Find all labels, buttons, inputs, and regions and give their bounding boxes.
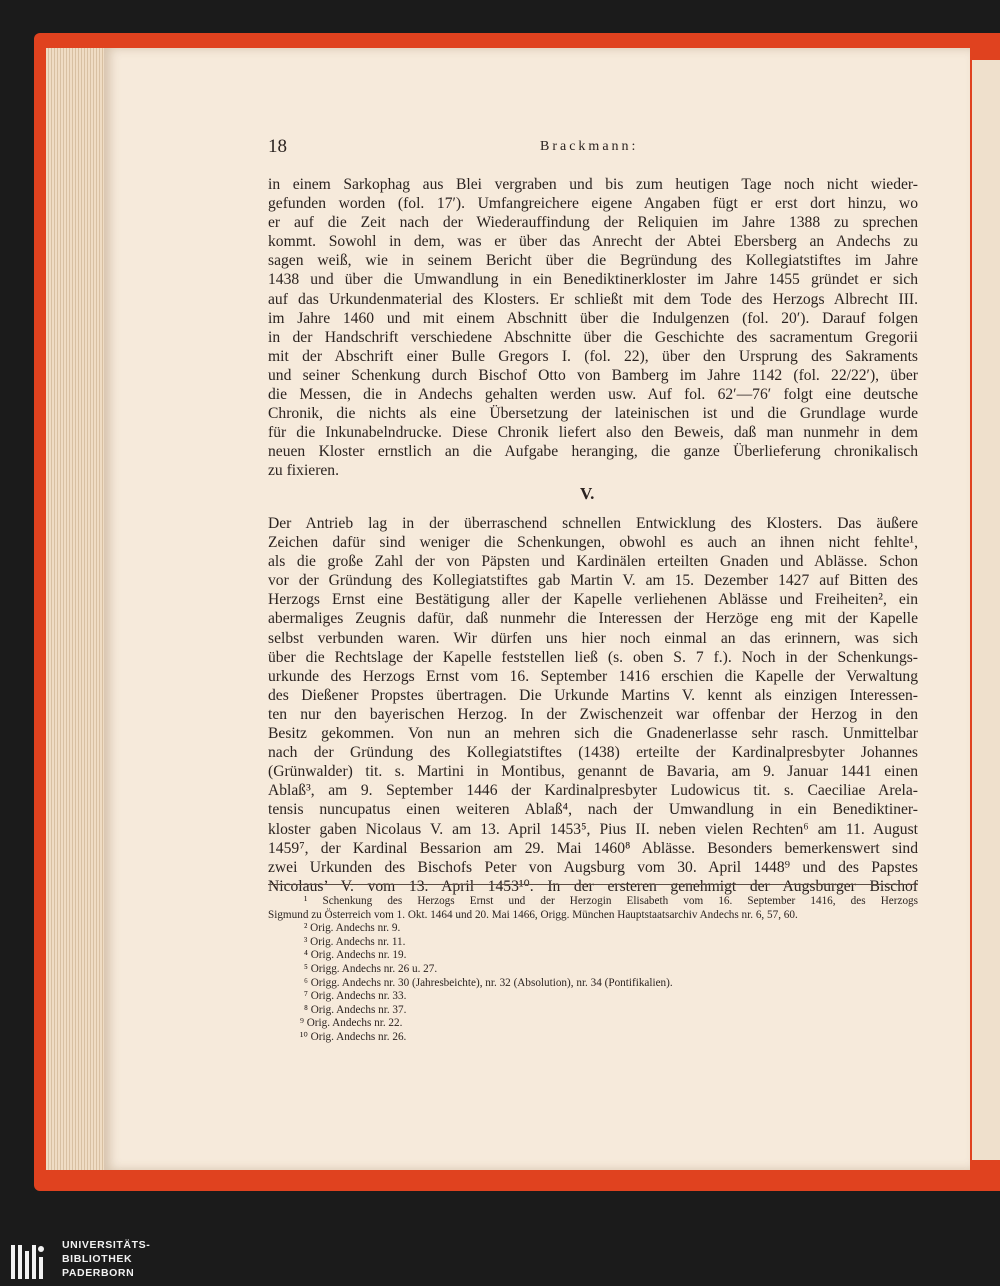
footnote-line: ⁹ Orig. Andechs nr. 22. xyxy=(300,1017,403,1030)
p1-line: auf das Urkundenmaterial des Klosters. Er schließt mit dem Tode des Herzogs Albrecht III. xyxy=(268,290,918,308)
p2-line: 1459⁷, der Kardinal Bessarion am 29. Mai 1460⁸ Ablässe. Besonders bemerkenswert sind xyxy=(268,839,918,857)
page-number: 18 xyxy=(268,136,287,157)
p2-line: (Grünwalder) tit. s. Martini in Montibus, genannt de Bavaria, am 9. Januar 1441 einen xyxy=(268,763,918,781)
p2-line: kloster gaben Nicolaus V. am 13. April 1453⁵, Pius II. neben vielen Rechten⁶ am 11. August xyxy=(268,820,918,838)
p2-line: zwei Urkunden des Bischofs Peter von Augsburg vom 30. April 1448⁹ und des Papstes xyxy=(268,858,918,876)
footnote-line: Sigmund zu Österreich vom 1. Okt. 1464 und 20. Mai 1466, Origg. München Hauptstaatsarchiv Andechs nr. 6, 57, 60. xyxy=(268,908,798,921)
p2-line: Herzogs Ernst eine Bestätigung aller der Kapelle verliehenen Ablässe und Freiheiten², ein xyxy=(268,591,918,609)
footnote-line: ¹ Schenkung des Herzogs Ernst und der Herzogin Elisabeth vom 16. September 1416, des Herzogs xyxy=(304,895,918,907)
running-title: Brackmann: xyxy=(540,139,639,154)
p2-line: Nicolaus’ V. vom 13. April 1453¹⁰. In der ersteren genehmigt der Augsburger Bischof xyxy=(268,877,918,895)
p2-line: selbst verbunden waren. Wir dürfen uns hier noch einmal an das erinnern, was sich xyxy=(268,629,918,647)
p1-line: sagen weiß, wie in seinem Bericht über die Begründung des Kollegiatstiftes im Jahre xyxy=(268,252,918,270)
p2-line: tensis nuncupatus einen weiteren Ablaß⁴, nach der Umwandlung in ein Benediktiner- xyxy=(268,801,918,819)
p2-line: Besitz gekommen. Von nun an mehren sich die Gnadenerlasse sehr rasch. Unmittelbar xyxy=(268,725,918,743)
p1-line: in einem Sarkophag aus Blei vergraben und bis zum heutigen Tage noch nicht wieder- xyxy=(268,176,918,193)
section-heading: V. xyxy=(580,484,595,503)
footnote-line: ⁷ Orig. Andechs nr. 33. xyxy=(304,990,407,1003)
library-name-line2: BIBLIOTHEK xyxy=(62,1253,133,1265)
library-name-line1: UNIVERSITÄTS- xyxy=(62,1239,151,1251)
p1-line: für die Inkunabelndrucke. Diese Chronik liefert also den Beweis, daß man nunmehr in dem xyxy=(268,424,918,442)
library-name-line3: PADERBORN xyxy=(62,1267,135,1279)
page-edges xyxy=(46,48,112,1170)
footnote-line: ⁵ Origg. Andechs nr. 26 u. 27. xyxy=(304,962,438,975)
p2-line: über die Rechtslage der Kapelle feststellen ließ (s. oben S. 7 f.). Noch in der Schenkungs- xyxy=(268,648,918,666)
footnote-rule xyxy=(268,884,918,885)
p2-line: als die große Zahl der von Päpsten und Kardinälen erteilten Gnaden und Ablässe. Schon xyxy=(268,553,918,571)
footnote-line: ² Orig. Andechs nr. 9. xyxy=(304,922,401,935)
p1-line: und seiner Schenkung durch Bischof Otto von Bamberg im Jahre 1142 (fol. 22/22′), über xyxy=(268,366,918,384)
p2-line: des Dießener Propstes übertragen. Die Urkunde Martins V. kennt als einzigen Interessen- xyxy=(268,686,918,704)
p2-line: ten nur den bayerischen Herzog. In der Zwischenzeit war offenbar der Herzog in den xyxy=(268,705,918,723)
p2-line: abermaliges Zeugnis dafür, daß nunmehr die Interessen der Herzöge eng mit der Kapelle xyxy=(268,610,918,628)
p1-line: mit der Abschrift einer Bulle Gregors I. (fol. 22), über den Ursprung des Sakraments xyxy=(268,347,918,365)
p1-line: gefunden worden (fol. 17′). Umfangreichere eigene Angaben fügt er erst dort hinzu, wo xyxy=(268,195,918,213)
p1-line: die Messen, die in Andechs gehalten werden usw. Auf fol. 62′—76′ folgt eine deutsche xyxy=(268,386,918,404)
p2-line: Zeichen dafür sind weniger die Schenkungen, obwohl es auch an ihnen nicht fehlte¹, xyxy=(268,534,918,552)
paragraph-2 xyxy=(268,514,918,896)
p1-line: zu fixieren. xyxy=(268,462,340,480)
p1-line: 1438 und über die Umwandlung in ein Benediktinerkloster im Jahre 1455 gründet er sich xyxy=(268,271,918,289)
footnote-line: ⁶ Origg. Andechs nr. 30 (Jahresbeichte), nr. 32 (Absolution), nr. 34 (Pontifikalien). xyxy=(304,976,673,989)
p1-line: neuen Kloster ernstlich an die Aufgabe heranging, die ganze Überlieferung chronikalisch xyxy=(268,443,918,461)
p2-line: Der Antrieb lag in der überraschend schnellen Entwicklung des Klosters. Das äußere xyxy=(268,515,918,532)
p1-line: Chronik, die nichts als eine Übersetzung der lateinischen ist und die Grundlage wurde xyxy=(268,405,918,423)
facing-page-edge xyxy=(972,60,1000,1160)
p2-line: Ablaß³, am 9. September 1446 der Kardinalpresbyter Ludowicus tit. s. Caeciliae Arela- xyxy=(268,782,918,800)
footnote-line: ³ Orig. Andechs nr. 11. xyxy=(304,935,406,948)
p1-line: er auf die Zeit nach der Wiederauffindung der Reliquien im Jahre 1388 zu sprechen xyxy=(268,214,918,232)
p1-line: kommt. Sowohl in dem, was er über das Anrecht der Abtei Ebersberg an Andechs zu xyxy=(268,233,918,251)
p2-line: vor der Gründung des Kollegiatstiftes gab Martin V. am 15. Dezember 1427 auf Bitten des xyxy=(268,572,918,590)
paragraph-1 xyxy=(268,175,918,481)
footnote-line: ⁸ Orig. Andechs nr. 37. xyxy=(304,1003,407,1016)
footnote-line: ⁴ Orig. Andechs nr. 19. xyxy=(304,949,407,962)
p1-line: in der Handschrift verschiedene Abschnitte über die Geschichte des sacramentum Gregorii xyxy=(268,328,918,346)
footnote-line: ¹⁰ Orig. Andechs nr. 26. xyxy=(300,1030,407,1043)
p2-line: nach der Gründung des Kollegiatstiftes (1438) erteilte der Kardinalpresbyter Johannes xyxy=(268,744,918,762)
footnotes xyxy=(268,895,918,1045)
library-logo-icon xyxy=(8,1239,52,1283)
p2-line: urkunde des Herzogs Ernst vom 16. September 1416 erschien die Kapelle der Verwaltung xyxy=(268,667,918,685)
p1-line: im Jahre 1460 und mit einem Abschnitt über die Indulgenzen (fol. 20′). Darauf folgen xyxy=(268,309,918,327)
